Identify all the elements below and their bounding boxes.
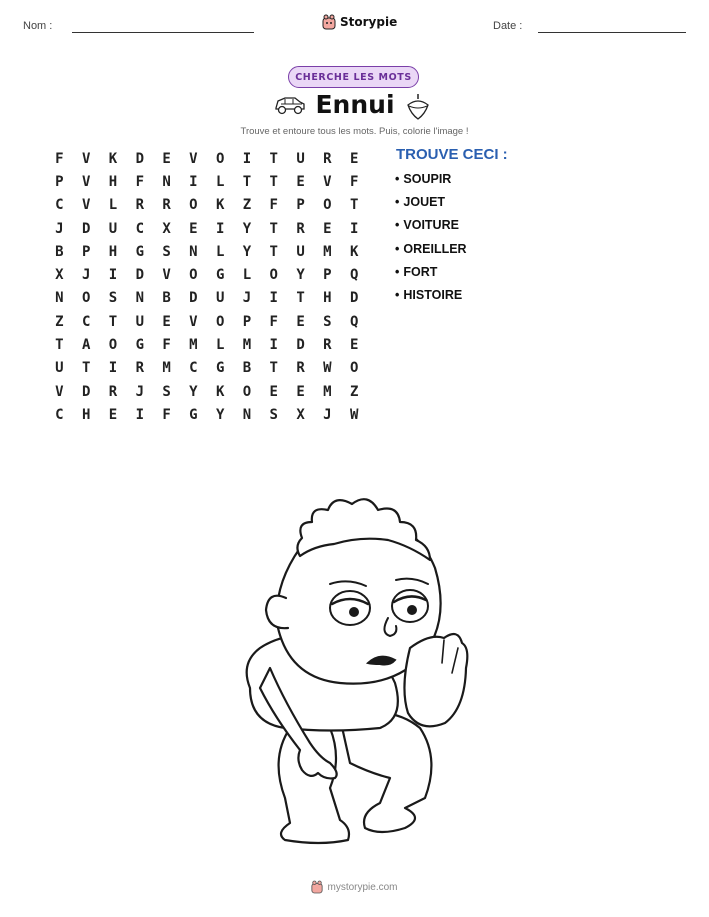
grid-letter[interactable]: T <box>269 220 278 237</box>
word-list-item <box>395 265 467 288</box>
grid-letter[interactable]: Z <box>55 313 64 330</box>
grid-letter[interactable]: M <box>242 337 252 354</box>
word-text: JOUET <box>403 195 446 210</box>
bullet: • <box>395 264 400 279</box>
grid-letter[interactable]: M <box>323 383 332 400</box>
grid-letter[interactable]: G <box>135 243 144 260</box>
grid-letter[interactable]: T <box>108 313 118 330</box>
bullet: • <box>395 195 400 210</box>
grid-letter[interactable]: I <box>242 150 252 167</box>
grid-letter[interactable]: D <box>296 337 305 354</box>
grid-letter[interactable]: T <box>269 360 278 377</box>
grid-letter[interactable]: Q <box>349 313 359 330</box>
grid-row <box>46 263 368 286</box>
grid-letter[interactable]: J <box>135 383 144 400</box>
grid-letter[interactable]: T <box>269 243 278 260</box>
grid-letter[interactable]: R <box>323 337 332 354</box>
grid-letter[interactable]: H <box>323 290 332 307</box>
grid-letter[interactable]: F <box>55 150 64 167</box>
grid-row <box>46 194 368 217</box>
grid-letter[interactable]: S <box>162 383 171 400</box>
grid-letter[interactable]: I <box>108 267 118 284</box>
word-text: OREILLER <box>403 241 467 256</box>
grid-letter[interactable]: X <box>55 267 64 284</box>
grid-letter[interactable]: J <box>55 220 64 237</box>
spinning-top-icon <box>405 93 431 121</box>
grid-letter[interactable]: U <box>296 243 305 260</box>
grid-letter[interactable]: D <box>189 290 198 307</box>
find-title: TROUVE CECI : <box>396 146 508 163</box>
activity-badge: CHERCHE LES MOTS <box>288 66 419 88</box>
grid-letter[interactable]: Y <box>215 406 225 423</box>
word-list-item <box>395 218 467 241</box>
grid-letter[interactable]: T <box>242 173 252 190</box>
grid-letter[interactable]: W <box>323 360 332 377</box>
grid-letter[interactable]: F <box>269 313 278 330</box>
grid-letter[interactable]: P <box>296 197 305 214</box>
word-list-item <box>395 288 467 311</box>
grid-letter[interactable]: D <box>135 150 144 167</box>
grid-letter[interactable]: W <box>349 406 359 423</box>
grid-letter[interactable]: T <box>296 290 305 307</box>
grid-letter[interactable]: T <box>55 337 64 354</box>
grid-letter[interactable]: E <box>296 313 305 330</box>
grid-letter[interactable]: N <box>135 290 144 307</box>
grid-letter[interactable]: E <box>296 173 305 190</box>
grid-letter[interactable]: I <box>269 290 278 307</box>
grid-letter[interactable]: N <box>162 173 171 190</box>
grid-letter[interactable]: K <box>349 243 359 260</box>
grid-letter[interactable]: D <box>81 383 91 400</box>
grid-letter[interactable]: C <box>81 313 91 330</box>
grid-letter[interactable]: U <box>108 220 118 237</box>
name-line[interactable] <box>72 32 254 33</box>
grid-row <box>46 333 368 356</box>
grid-letter[interactable]: O <box>189 267 198 284</box>
grid-letter[interactable]: V <box>189 150 198 167</box>
grid-letter[interactable]: E <box>108 406 118 423</box>
grid-letter[interactable]: J <box>81 267 91 284</box>
grid-letter[interactable]: E <box>162 313 171 330</box>
brand-logo <box>322 14 397 30</box>
grid-row <box>46 240 368 263</box>
grid-letter[interactable]: E <box>296 383 305 400</box>
grid-letter[interactable]: D <box>349 290 359 307</box>
grid-letter[interactable]: R <box>296 220 305 237</box>
grid-letter[interactable]: D <box>81 220 91 237</box>
grid-letter[interactable]: S <box>108 290 118 307</box>
grid-letter[interactable]: L <box>215 243 225 260</box>
grid-row <box>46 170 368 193</box>
grid-letter[interactable]: R <box>323 150 332 167</box>
grid-letter[interactable]: G <box>135 337 144 354</box>
grid-letter[interactable]: B <box>242 360 252 377</box>
grid-letter[interactable]: F <box>349 173 359 190</box>
grid-row <box>46 357 368 380</box>
grid-letter[interactable]: P <box>81 243 91 260</box>
grid-letter[interactable]: O <box>242 383 252 400</box>
grid-letter[interactable]: O <box>189 197 198 214</box>
grid-letter[interactable]: E <box>349 150 359 167</box>
bullet: • <box>395 172 400 186</box>
word-list-item <box>395 242 467 265</box>
grid-letter[interactable]: H <box>108 173 118 190</box>
grid-letter[interactable]: R <box>135 360 144 377</box>
word-list-item <box>395 172 467 195</box>
word-text: VOITURE <box>403 218 459 233</box>
grid-letter[interactable]: E <box>269 383 278 400</box>
grid-letter[interactable]: C <box>55 406 64 423</box>
grid-letter[interactable]: H <box>108 243 118 260</box>
grid-letter[interactable]: U <box>55 360 64 377</box>
grid-letter[interactable]: O <box>215 313 225 330</box>
grid-letter[interactable]: N <box>242 406 252 423</box>
grid-letter[interactable]: N <box>189 243 198 260</box>
grid-letter[interactable]: Y <box>242 220 252 237</box>
grid-letter[interactable]: B <box>55 243 64 260</box>
bullet: • <box>395 218 400 233</box>
grid-letter[interactable]: F <box>269 197 278 214</box>
grid-letter[interactable]: V <box>162 267 171 284</box>
grid-letter[interactable]: X <box>296 406 305 423</box>
footer <box>0 880 709 894</box>
date-label: Date : <box>493 20 523 32</box>
grid-letter[interactable]: L <box>215 173 225 190</box>
grid-row <box>46 287 368 310</box>
grid-letter[interactable]: O <box>323 197 332 214</box>
grid-letter[interactable]: I <box>135 406 144 423</box>
grid-letter[interactable]: V <box>189 313 198 330</box>
grid-letter[interactable]: O <box>269 267 278 284</box>
grid-letter[interactable]: Z <box>349 383 359 400</box>
grid-letter[interactable]: Y <box>296 267 305 284</box>
grid-letter[interactable]: S <box>269 406 278 423</box>
grid-letter[interactable]: K <box>108 150 118 167</box>
grid-row <box>46 217 368 240</box>
grid-letter[interactable]: L <box>108 197 118 214</box>
grid-letter[interactable]: P <box>323 267 332 284</box>
grid-letter[interactable]: D <box>135 267 144 284</box>
grid-letter[interactable]: I <box>349 220 359 237</box>
grid-letter[interactable]: Y <box>242 243 252 260</box>
grid-row <box>46 380 368 403</box>
grid-letter[interactable]: T <box>269 173 278 190</box>
grid-letter[interactable]: I <box>108 360 118 377</box>
grid-letter[interactable]: I <box>269 337 278 354</box>
grid-letter[interactable]: K <box>215 383 225 400</box>
word-text: SOUPIR <box>403 172 452 186</box>
grid-letter[interactable]: O <box>108 337 118 354</box>
grid-letter[interactable]: K <box>215 197 225 214</box>
grid-letter[interactable]: J <box>323 406 332 423</box>
grid-letter[interactable]: M <box>162 360 171 377</box>
grid-letter[interactable]: F <box>162 337 171 354</box>
grid-letter[interactable]: O <box>215 150 225 167</box>
grid-letter[interactable]: R <box>135 197 144 214</box>
grid-letter[interactable]: U <box>215 290 225 307</box>
grid-letter[interactable]: O <box>349 360 359 377</box>
instructions: Trouve et entoure tous les mots. Puis, colorie l'image ! <box>240 126 469 137</box>
word-list-item <box>395 195 467 218</box>
grid-letter[interactable]: C <box>55 197 64 214</box>
grid-letter[interactable]: I <box>189 173 198 190</box>
grid-letter[interactable]: V <box>81 197 91 214</box>
grid-letter[interactable]: Y <box>189 383 198 400</box>
grid-letter[interactable]: R <box>162 197 171 214</box>
grid-letter[interactable]: F <box>135 173 144 190</box>
grid-row <box>46 147 368 170</box>
grid-letter[interactable]: L <box>215 337 225 354</box>
date-line[interactable] <box>538 32 686 33</box>
word-list <box>395 172 467 311</box>
grid-letter[interactable]: V <box>55 383 64 400</box>
grid-letter[interactable]: N <box>55 290 64 307</box>
grid-letter[interactable]: R <box>296 360 305 377</box>
grid-letter[interactable]: G <box>215 267 225 284</box>
word-text: FORT <box>403 264 438 279</box>
grid-letter[interactable]: B <box>162 290 171 307</box>
grid-letter[interactable]: P <box>242 313 252 330</box>
grid-letter[interactable]: E <box>323 220 332 237</box>
word-text: HISTOIRE <box>403 287 463 302</box>
grid-letter[interactable]: V <box>81 150 91 167</box>
grid-letter[interactable]: H <box>81 406 91 423</box>
grid-letter[interactable]: E <box>189 220 198 237</box>
grid-letter[interactable]: S <box>162 243 171 260</box>
bullet: • <box>395 287 400 302</box>
grid-letter[interactable]: X <box>162 220 171 237</box>
grid-letter[interactable]: G <box>189 406 198 423</box>
grid-letter[interactable]: U <box>296 150 305 167</box>
grid-letter[interactable]: R <box>108 383 118 400</box>
footer-url: mystorypie.com <box>327 881 398 893</box>
grid-letter[interactable]: C <box>135 220 144 237</box>
grid-letter[interactable]: V <box>81 173 91 190</box>
grid-letter[interactable]: P <box>55 173 64 190</box>
name-label: Nom : <box>23 20 53 32</box>
grid-letter[interactable]: A <box>81 337 91 354</box>
grid-letter[interactable]: Z <box>242 197 252 214</box>
grid-letter[interactable]: S <box>323 313 332 330</box>
storypie-logo-icon <box>322 14 336 30</box>
grid-letter[interactable]: G <box>215 360 225 377</box>
grid-letter[interactable]: O <box>81 290 91 307</box>
grid-letter[interactable]: L <box>242 267 252 284</box>
grid-letter[interactable]: T <box>349 197 359 214</box>
storypie-logo-icon <box>311 880 323 894</box>
page-title: Ennui <box>315 90 395 119</box>
brand-name: Storypie <box>340 15 398 29</box>
grid-letter[interactable]: C <box>189 360 198 377</box>
grid-letter[interactable]: E <box>162 150 171 167</box>
grid-letter[interactable]: T <box>81 360 91 377</box>
grid-letter[interactable]: U <box>135 313 144 330</box>
bullet: • <box>395 241 400 256</box>
word-search-grid[interactable] <box>46 147 368 427</box>
grid-letter[interactable]: Q <box>349 267 359 284</box>
grid-row <box>46 310 368 333</box>
grid-letter[interactable]: I <box>215 220 225 237</box>
grid-letter[interactable]: V <box>323 173 332 190</box>
grid-row <box>46 403 368 426</box>
grid-letter[interactable]: F <box>162 406 171 423</box>
grid-letter[interactable]: J <box>242 290 252 307</box>
bored-boy-illustration[interactable] <box>230 488 480 860</box>
grid-letter[interactable]: M <box>323 243 332 260</box>
grid-letter[interactable]: E <box>349 337 359 354</box>
grid-letter[interactable]: T <box>269 150 278 167</box>
grid-letter[interactable]: M <box>189 337 198 354</box>
